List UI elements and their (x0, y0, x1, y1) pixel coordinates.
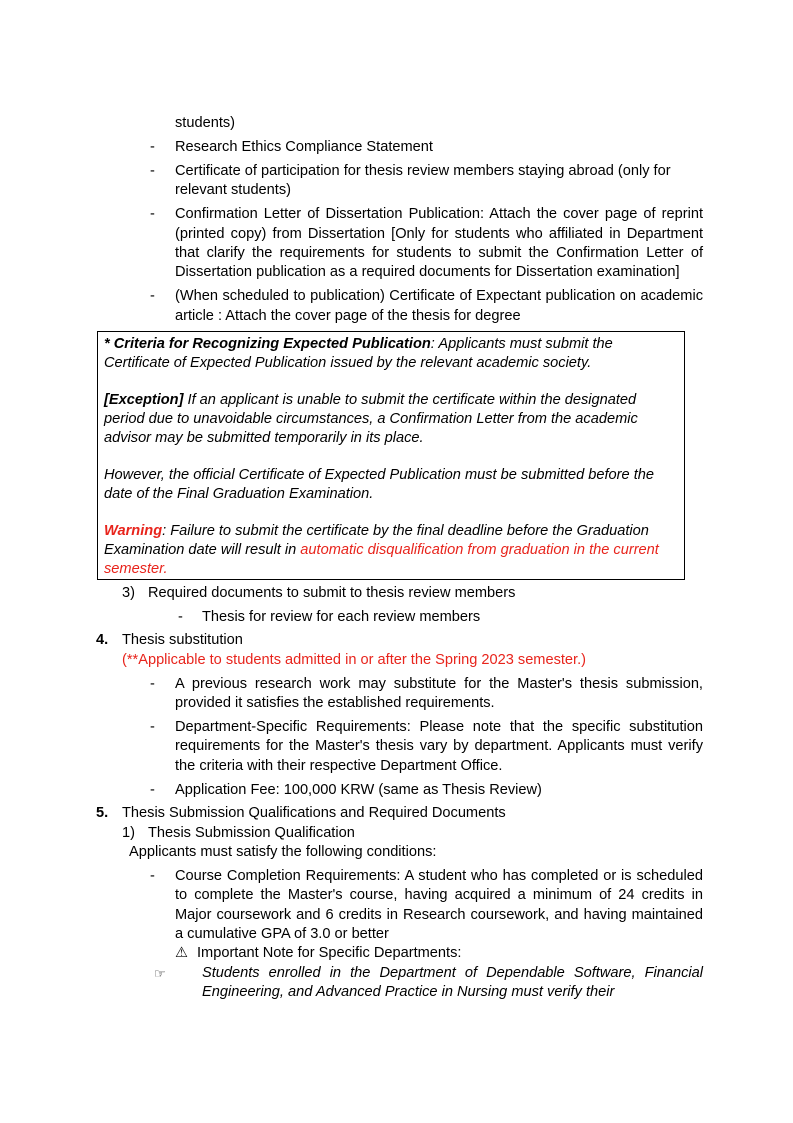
list-item-text: (When scheduled to publication) Certificate of Expectant publication on academic article : Attach the cover page of the thesis for degree (175, 288, 703, 324)
exception-lead: [Exception] (104, 392, 184, 409)
expected-publication-criteria-box (97, 331, 685, 580)
pointing-finger-icon: ☞ (154, 965, 166, 981)
exception-paragraph (104, 391, 672, 448)
list-item-text: Application Fee: 100,000 KRW (same as Thesis Review) (175, 781, 542, 798)
bullet-dash-icon: - (150, 162, 155, 179)
criteria-rest: : Applicants must submit the Certificate of Expected Publication issued by the relevant academic society. (104, 336, 613, 372)
list-item-text: Thesis for review for each review members (202, 608, 481, 625)
warning-lead: Warning (104, 523, 163, 540)
section-5-1-heading (96, 824, 703, 843)
list-item-continuation: students) (175, 115, 236, 131)
list-item (96, 675, 703, 714)
warning-triangle-icon: ⚠ (175, 945, 189, 962)
list-item-text: Department-Specific Requirements: Please note that the specific substitution requirements for the Master's thesis vary by department. Applicants must verify the criteria with their respective Department Office. (175, 719, 703, 774)
section-5-1-number: 1) (122, 824, 135, 841)
section-4-heading (96, 631, 703, 650)
list-item (96, 608, 703, 627)
section-3-number: 3) (122, 585, 135, 602)
warning-mid: : Failure to submit the certificate by the final deadline before the Graduation Examination date will result in (104, 523, 649, 559)
section-4-number: 4. (96, 632, 109, 649)
section-5-1-title: Thesis Submission Qualification (148, 824, 355, 841)
section-5-number: 5. (96, 805, 109, 822)
list-item-text: Certificate of participation for thesis review members staying abroad (only for relevant students) (175, 162, 671, 199)
list-item (96, 718, 703, 776)
section-4-red-note: (**Applicable to students admitted in or after the Spring 2023 semester.) (122, 651, 587, 668)
important-note-line (96, 944, 703, 963)
section-3-heading (96, 584, 703, 603)
exception-rest: If an applicant is unable to submit the certificate within the designated period due to unavoidable circumstances, a Confirmation Letter from the academic advisor may be submitted temporarily in its place. (104, 392, 638, 447)
section-3-title: Required documents to submit to thesis review members (148, 585, 516, 602)
section-5-heading (96, 804, 703, 823)
document-content (96, 114, 703, 1003)
criteria-lead: * Criteria for Recognizing Expected Publication (104, 336, 431, 353)
bullet-dash-icon: - (150, 206, 155, 223)
bullet-dash-icon: - (150, 867, 155, 884)
bullet-dash-icon: - (150, 288, 155, 305)
conditions-intro: Applicants must satisfy the following conditions: (129, 843, 437, 860)
pointer-note-text: Students enrolled in the Department of Dependable Software, Financial Engineering, and Advanced Practice in Nursing must verify their (202, 964, 703, 1001)
bullet-dash-icon: - (178, 608, 183, 625)
important-note-title: Important Note for Specific Departments: (197, 945, 462, 962)
list-item-text: A previous research work may substitute for the Master's thesis submission, provided it satisfies the established requirements. (175, 675, 703, 712)
warning-red-text: automatic disqualification from graduation in the current semester. (104, 542, 659, 578)
list-item-text: Course Completion Requirements: A student who has completed or is scheduled to complete the Master's course, having acquired a minimum of 24 credits in Major coursework and 6 credits in Research coursework, and having maintained a cumulative GPA of 3.0 or better (175, 867, 703, 943)
list-item-text: Confirmation Letter of Dissertation Publication: Attach the cover page of reprint (printed copy) from Dissertation [Only for students who affiliated in Department that clarify the requirements for students to submit the Confirmation Letter of Dissertation publication as a required documents for Dissertation examination] (175, 206, 703, 281)
bullet-dash-icon: - (150, 138, 155, 155)
list-item (96, 287, 703, 326)
pointer-note-line (96, 964, 703, 1003)
bullet-dash-icon: - (150, 675, 155, 692)
however-paragraph: However, the official Certificate of Expected Publication must be submitted before the date of the Final Graduation Examination. (104, 467, 654, 503)
list-item (96, 138, 703, 157)
bullet-dash-icon: - (150, 781, 155, 798)
list-item (96, 205, 703, 283)
list-item (96, 781, 703, 800)
warning-paragraph (104, 522, 672, 579)
section-4-title: Thesis substitution (122, 632, 243, 649)
bullet-dash-icon: - (150, 719, 155, 735)
criteria-paragraph (104, 335, 672, 373)
list-item (96, 867, 703, 945)
section-5-title: Thesis Submission Qualifications and Required Documents (122, 805, 506, 822)
list-item-text: Research Ethics Compliance Statement (175, 138, 433, 155)
list-item (96, 162, 703, 201)
